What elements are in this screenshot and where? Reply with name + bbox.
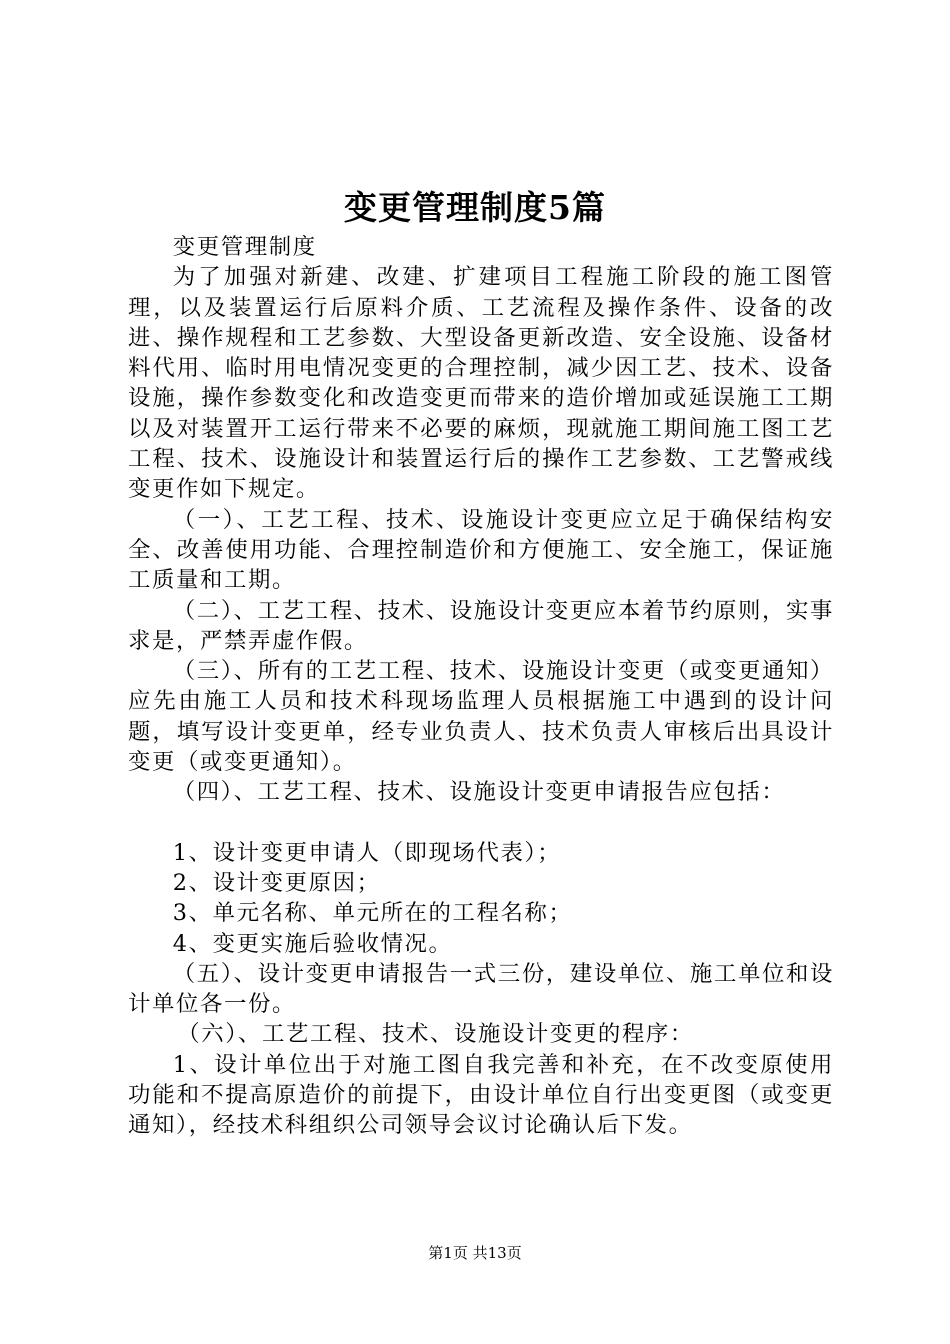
list-item: 2、设计变更原因； [172, 869, 381, 896]
paragraph-item-4: （四）、工艺工程、技术、设施设计变更申请报告应包括： [172, 779, 786, 806]
section-heading: 变更管理制度 [172, 234, 317, 260]
paragraph-item-6: （六）、工艺工程、技术、设施设计变更的程序： [177, 1021, 694, 1048]
document-title: 变更管理制度5篇 [344, 188, 606, 227]
page-number: 第1页 共13页 [428, 1244, 522, 1262]
list-item: 3、单元名称、单元所在的工程名称； [172, 900, 573, 927]
list-item: 4、变更实施后验收情况。 [172, 930, 453, 957]
list-item: 1、设计变更申请人（即现场代表）； [172, 839, 562, 866]
document-body [128, 232, 834, 1141]
paragraph-procedure-1: 1、设计单位出于对施工图自我完善和补充，在不改变原使用功能和不提高原造价的前提下，由设计单位自行出变更图（或变更通知），经技术科组织公司领导会议讨论确认后下发。 [128, 1051, 834, 1139]
paragraph-item-5: （五）、设计变更申请报告一式三份，建设单位、施工单位和设计单位各一份。 [128, 960, 834, 1018]
paragraph-item-1: （一）、工艺工程、技术、设施设计变更应立足于确保结构安全、改善使用功能、合理控制造价和方便施工、安全施工，保证施工质量和工期。 [128, 506, 834, 594]
paragraph-intro: 为了加强对新建、改建、扩建项目工程施工阶段的施工图管理，以及装置运行后原料介质、工艺流程及操作条件、设备的改进、操作规程和工艺参数、大型设备更新改造、安全设施、设备材料代用、临时用电情况变更的合理控制，减少因工艺、技术、设备设施，操作参数变化和改造变更而带来的造价增加或延误施工工期以及对装置开工运行带来不必要的麻烦，现就施工期间施工图工艺工程、技术、设施设计和装置运行后的操作工艺参数、工艺警戒线变更作如下规定。 [128, 264, 834, 503]
paragraph-item-2: （二）、工艺工程、技术、设施设计变更应本着节约原则，实事求是，严禁弄虚作假。 [128, 597, 834, 654]
paragraph-item-3: （三）、所有的工艺工程、技术、设施设计变更（或变更通知）应先由施工人员和技术科现场监理人员根据施工中遇到的设计问题，填写设计变更单，经专业负责人、技术负责人审核后出具设计变更（或变更通知）。 [128, 658, 834, 776]
